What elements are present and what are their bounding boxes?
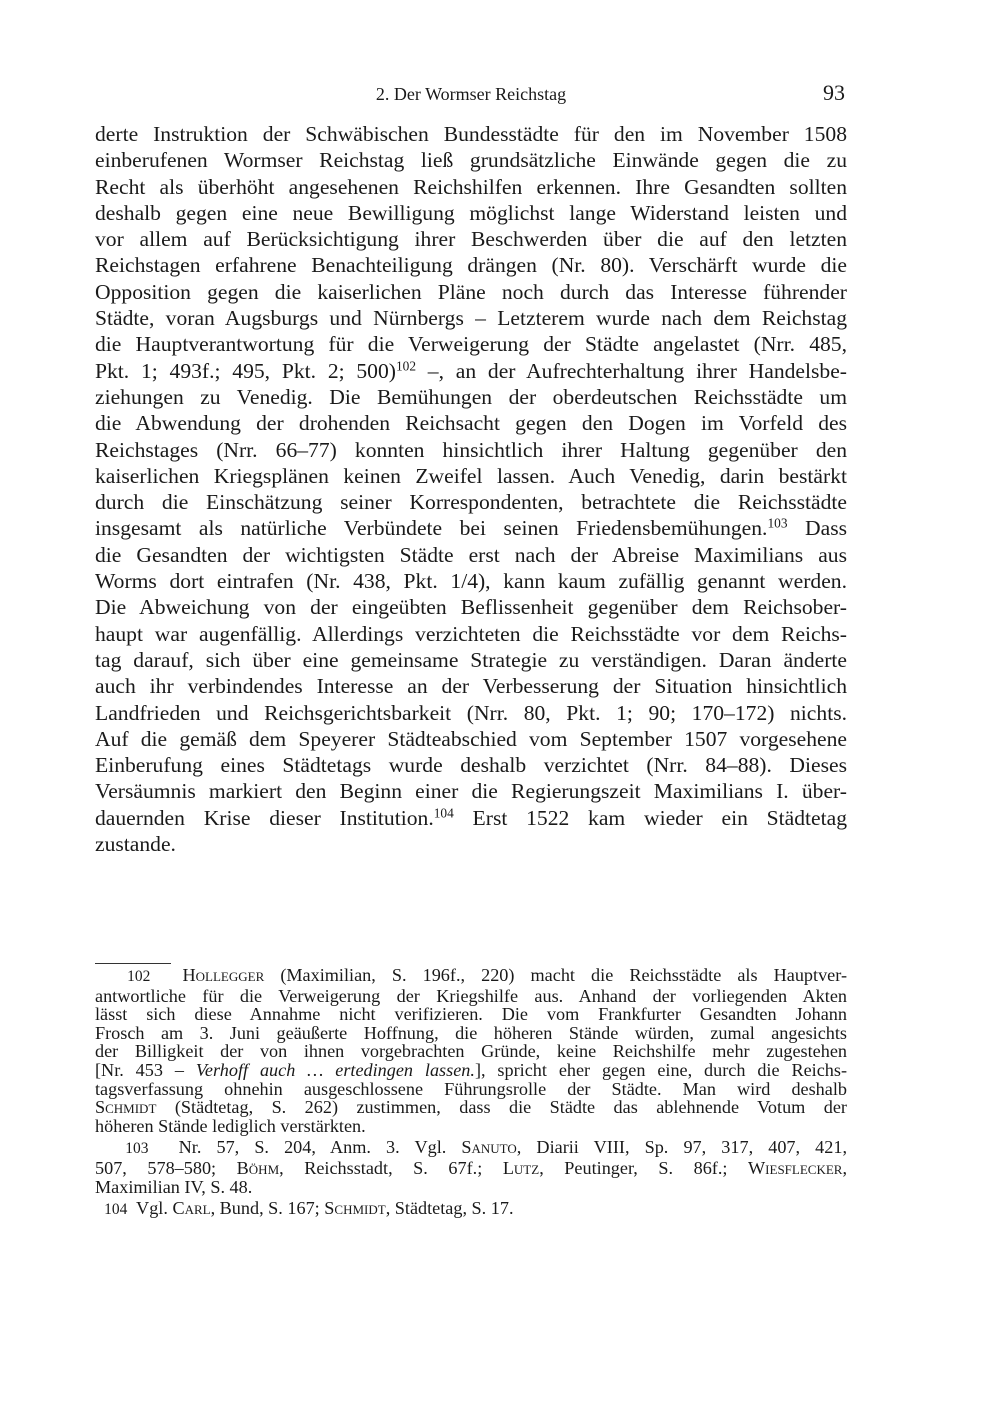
body-line: Worms dort eintrafen (Nr. 438, Pkt. 1/4), kann kaum zufällig genannt werden. (95, 569, 847, 594)
body-line: einberufenen Wormser Reichstag ließ grundsätzliche Einwände gegen die zu (95, 148, 847, 173)
body-line: Einberufung eines Städtetags wurde deshalb verzichtet (Nrr. 84–88). Dieses (95, 753, 847, 778)
footnote-text: , Städtetag, S. 17. (385, 1198, 514, 1219)
body-line: Reichstagen erfahrene Benachteiligung drängen (Nr. 80). Verschärft wurde die (95, 253, 847, 278)
main-text (95, 121, 847, 857)
body-line: Recht als überhöht angesehenen Reichshilfen erkennen. Ihre Gesandten sollten (95, 174, 847, 199)
footnote-line: der Billigkeit der von ihnen vorgebrachten Gründe, keine Reichshilfe mehr zugestehen (95, 1041, 847, 1062)
body-line: Opposition gegen die kaiserlichen Pläne noch durch das Interesse führender (95, 279, 847, 304)
author-name: Böhm (236, 1157, 280, 1178)
author-name: Carl (172, 1198, 211, 1219)
body-line: Versäumnis markiert den Beginn einer die Regierungszeit Maximilians I. über- (95, 779, 847, 804)
footnote-102 (95, 966, 847, 1135)
footnote-number: 102 (127, 968, 151, 985)
footnote-text: Vgl. (131, 1198, 173, 1219)
body-text-segment: Dass (787, 516, 847, 541)
body-text-segment: insgesamt als natürliche Verbündete bei seinen Friedensbemühungen. (95, 516, 768, 541)
footnote-line: antwortliche für die Verweigerung der Kriegshilfe aus. Anhand der vorliegenden Akten (95, 985, 847, 1006)
footnote-text: Nr. 57, S. 204, Anm. 3. Vgl. (163, 1137, 462, 1158)
footnote-text: , (842, 1157, 848, 1178)
body-line: derte Instruktion der Schwäbischen Bundesstädte für den im November 1508 (95, 122, 847, 146)
body-line: die Abwendung der drohenden Reichsacht gegen den Dogen im Vorfeld des (95, 411, 847, 436)
body-text-segment: dauernden Krise dieser Institution. (95, 805, 434, 830)
footnote-text: , Peutinger, S. 86f.; (539, 1157, 749, 1178)
author-name: Sanuto (461, 1137, 517, 1158)
footnote-text: [Nr. 453 – (95, 1059, 196, 1080)
footnotes (95, 966, 847, 1220)
author-name: Schmidt (95, 1097, 157, 1118)
footnote-reference[interactable]: 102 (395, 358, 417, 374)
footnote-line: Frosch am 3. Juni geäußerte Hoffnung, die höheren Stände würden, zumal angesichts (95, 1022, 847, 1043)
body-line: Städte, voran Augsburgs und Nürnbergs – Letzterem wurde nach dem Reichstag (95, 306, 847, 331)
body-line: Landfrieden und Reichsgerichtsbarkeit (Nrr. 80, Pkt. 1; 90; 170–172) nichts. (95, 700, 847, 725)
footnote-103 (95, 1138, 847, 1196)
author-name: Wiesflecker (748, 1157, 843, 1178)
footnote-text: (Maximilian, S. 196f., 220) macht die Reichsstädte als Hauptver- (264, 965, 847, 985)
body-line: kaiserlichen Kriegsplänen keinen Zweifel lassen. Auch Venedig, darin bestärkt (95, 463, 847, 488)
footnote-text: , Reichsstadt, S. 67f.; (279, 1157, 503, 1178)
body-line: Auf die gemäß dem Speyerer Städteabschied vom September 1507 vorgesehene (95, 726, 847, 751)
running-head-title: 2. Der Wormser Reichstag (375, 84, 567, 104)
footnote-text: ], spricht eher gegen eine, durch die Reichs- (474, 1059, 848, 1080)
body-text-segment: Pkt. 1; 493f.; 495, Pkt. 2; 500) (95, 358, 396, 383)
body-line: tag darauf, sich über eine gemeinsame Strategie zu verständigen. Daran änderte (95, 647, 847, 672)
quoted-source: Verhoff auch … ertedingen lassen. (195, 1059, 475, 1080)
footnote-line: lässt sich diese Annahme nicht verifizieren. Die vom Frankfurter Gesandten Johann (95, 1004, 847, 1025)
footnote-separator (95, 963, 171, 964)
body-line (95, 805, 847, 831)
body-line (95, 358, 847, 384)
body-line: Die Abweichung von der eingeübten Beflissenheit gegenüber dem Reichsober- (95, 595, 847, 620)
footnote-number: 104 (104, 1201, 128, 1219)
page-number: 93 (823, 80, 845, 105)
footnote-reference[interactable]: 103 (767, 516, 788, 532)
body-text-segment: –, an der Aufrechterhaltung ihrer Handelsbe- (416, 358, 847, 383)
footnote-line: tagsverfassung ohnehin ausgeschlossene Führungsrolle der Städte. Man wird deshalb (95, 1078, 847, 1099)
body-line (95, 515, 847, 541)
body-line: ziehungen zu Venedig. Die Bemühungen der oberdeutschen Reichsstädte um (95, 384, 847, 409)
author-name: Hollegger (182, 965, 265, 985)
footnote-104 (95, 1199, 847, 1220)
running-header (95, 80, 847, 110)
body-line: vor allem auf Berücksichtigung ihrer Beschwerden über die auf den letzten (95, 227, 847, 252)
body-line: durch die Einschätzung seiner Korrespondenten, betrachtete die Reichsstädte (95, 490, 847, 515)
footnote-text: , Bund, S. 167; (210, 1198, 325, 1219)
footnote-text: , Diarii VIII, Sp. 97, 317, 407, 421, (516, 1137, 847, 1158)
footnote-text: 507, 578–580; (95, 1157, 237, 1178)
body-line: die Hauptverantwortung für die Verweigerung der Städte angelastet (Nrr. 485, (95, 332, 847, 357)
body-line: deshalb gegen eine neue Bewilligung möglichst lange Widerstand leisten und (95, 200, 847, 225)
footnote-reference[interactable]: 104 (433, 805, 454, 821)
footnote-line: höheren Stände lediglich verstärkten. (95, 1115, 366, 1136)
footnote-text: (Städtetag, S. 262) zustimmen, dass die Städte das ablehnende Votum der (156, 1097, 847, 1118)
body-line: haupt war augenfällig. Allerdings verzichteten die Reichsstädte vor dem Reichs- (95, 621, 847, 646)
footnote-line: Maximilian IV, S. 48. (95, 1176, 253, 1197)
body-text-segment: Erst 1522 kam wieder ein Städtetag (453, 805, 847, 830)
footnote-number: 103 (125, 1140, 149, 1158)
author-name: Lutz (502, 1157, 540, 1178)
body-line: zustande. (95, 832, 176, 857)
body-line: Reichstages (Nrr. 66–77) konnten hinsichtlich ihrer Haltung gegenüber den (95, 437, 847, 462)
author-name: Schmidt (324, 1198, 386, 1219)
body-line: die Gesandten der wichtigsten Städte erst nach der Abreise Maximilians aus (95, 542, 847, 567)
body-line: auch ihr verbindendes Interesse an der Verbesserung der Situation hinsichtlich (95, 674, 847, 699)
